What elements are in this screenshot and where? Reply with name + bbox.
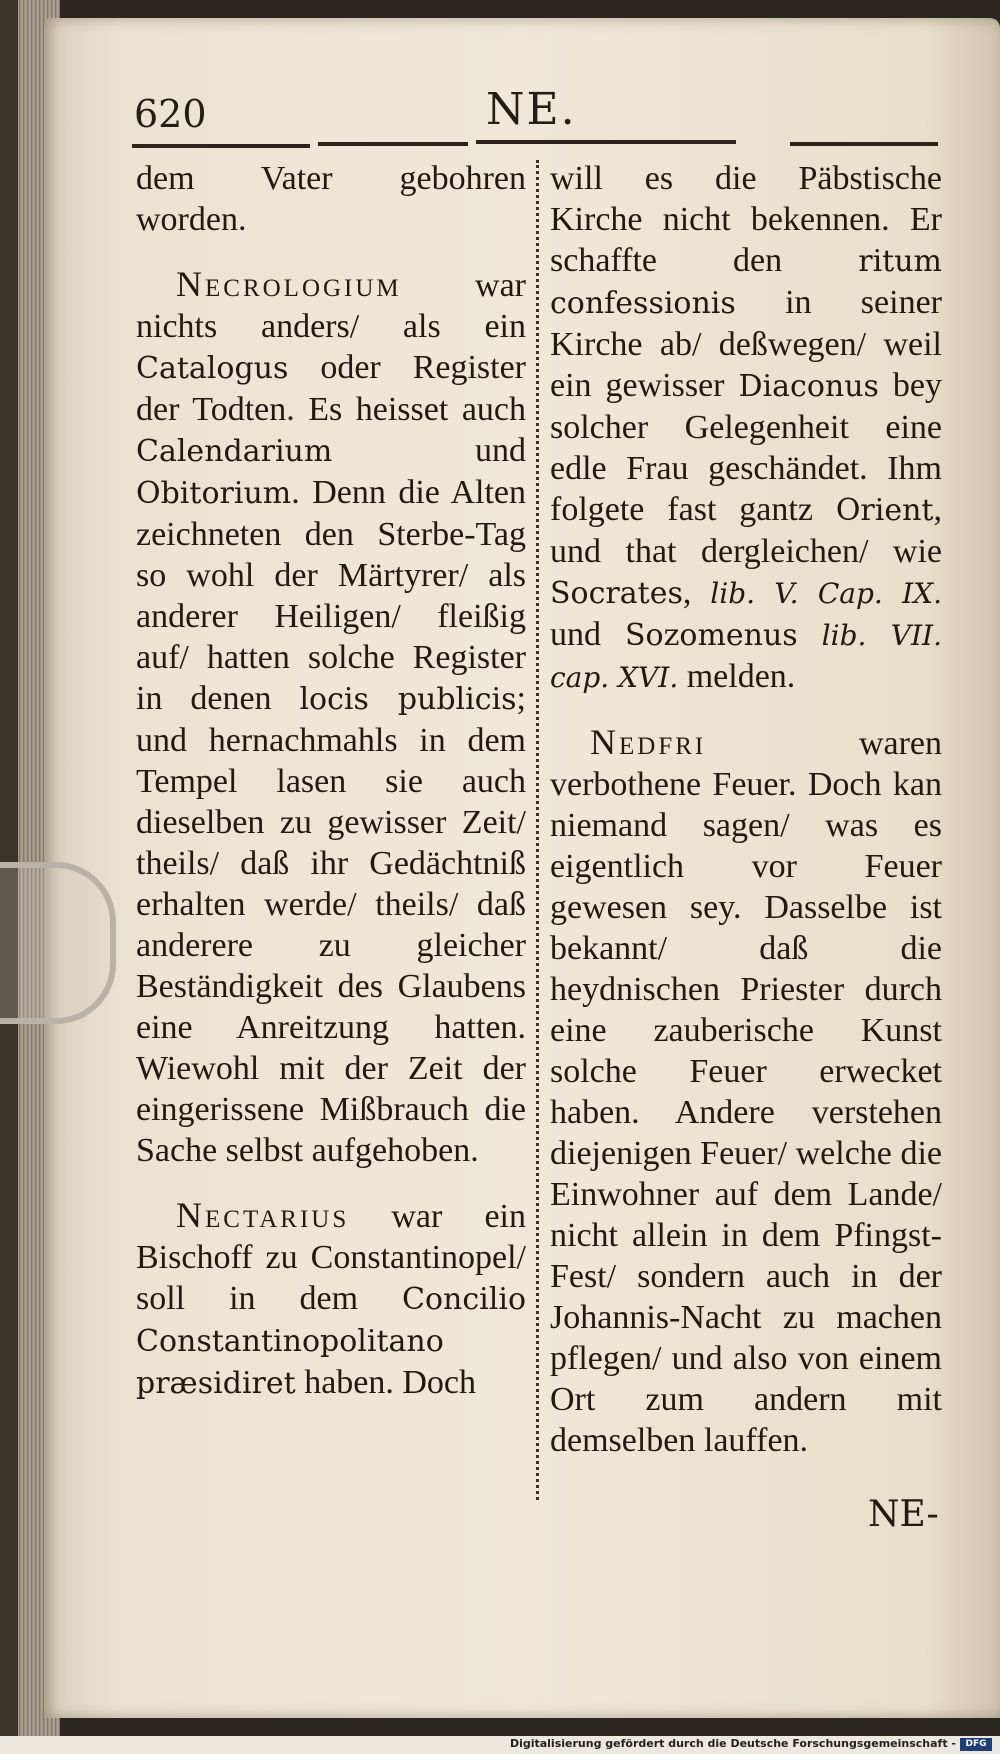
dfg-logo: DFG	[960, 1738, 992, 1751]
text-segment	[798, 616, 822, 653]
entry-text-segment: war ein Bischoff zu Constantinopel/ soll in dem	[136, 1198, 526, 1317]
page-number: 620	[134, 92, 207, 136]
text-segment: , und that dergleichen/ wie	[550, 491, 942, 570]
entry-text-segment: . Denn die Alten zeichneten den Sterbe-Tag so wohl der Märtyrer/ als anderer Heiligen/ fleißig auf/ hatten solche Register in denen	[136, 474, 526, 717]
entry-text-segment: Concilio Constantinopolitano præsidiret	[136, 1282, 526, 1401]
entry-text-segment: waren verbothene Feuer. Doch kan niemand sagen/ was es eigentlich vor Feuer gewesen sey. Dasselbe ist bekannt/ daß die heydnischen Priester durch eine zauberische Kunst solche Feuer erwecket haben. Andere verstehen diejenigen Feuer/ welche die Einwohner auf dem Lande/ nicht allein in dem Pfingst-Fest/ sondern auch in der Johannis-Nacht zu machen pflegen/ und also von einem Ort zum andern mit demselben lauffen.	[550, 725, 942, 1459]
entry-text-segment: war nichts anders/ als ein	[136, 267, 526, 345]
digitization-credit: Digitalisierung gefördert durch die Deutsche Forschungsgemeinschaft -	[509, 1737, 956, 1750]
left-continuation-text: dem Vater gebohren worden.	[136, 160, 526, 238]
text-segment: melden.	[678, 658, 796, 695]
text-segment: will es die Päbstische Kirche nicht bekennen. Er schaffte den	[550, 160, 942, 279]
text-segment: lib. V. Cap. IX.	[710, 577, 943, 610]
header-rule-center	[318, 142, 468, 146]
text-segment: bey solcher Gelegenheit eine edle Frau geschändet. Ihm folgete fast gantz	[550, 367, 942, 528]
right-continuation-text	[550, 158, 942, 698]
entry-headword: Nectarius	[176, 1195, 350, 1235]
running-head: NE.	[486, 84, 577, 135]
entry-headword: Necrologium	[176, 264, 402, 304]
column-divider	[536, 160, 539, 1500]
entry-nedfri	[550, 722, 942, 1461]
text-segment: Diaconus	[738, 369, 879, 404]
entry-nectarius	[136, 1195, 526, 1404]
text-segment: Orient	[835, 493, 934, 528]
entry-text-segment: ; und hernachmahls in dem Tempel lasen sie auch dieselben zu gewisser Zeit/ theils/ daß ihr Gedächtniß erhalten werde/ theils/ daß anderere zu gleicher Beständigkeit des Glaubens eine Anreitzung hatten. Wiewohl mit der Zeit der eingerissene Mißbrauch die Sache selbst aufgehoben.	[136, 680, 526, 1169]
header-rule-right	[790, 142, 938, 146]
page-clip	[0, 862, 116, 1024]
text-segment: ,	[682, 574, 711, 611]
entry-text-segment: Catalogus	[136, 351, 289, 386]
entry-text-segment: Calendarium	[136, 434, 333, 469]
text-segment: Sozomenus	[624, 618, 798, 653]
text-segment: in seiner Kirche ab/ deßwegen/ weil ein gewisser	[550, 284, 942, 404]
entry-text-segment: oder Register der Todten. Es heisset auch	[136, 349, 526, 428]
entry-text-segment: und	[332, 432, 526, 469]
entry-text-segment: locis publicis	[299, 682, 517, 717]
header-rule-left	[132, 144, 310, 148]
entry-necrologium	[136, 264, 526, 1171]
catchword: NE-	[868, 1494, 939, 1535]
text-segment: und	[550, 616, 625, 653]
text-segment: ritum confessionis	[550, 244, 942, 321]
left-column	[136, 158, 526, 1404]
entry-headword: Nedfri	[590, 722, 707, 762]
text-segment: Socrates	[550, 576, 683, 611]
entry-text-segment: Obitorium	[136, 476, 292, 511]
right-column	[550, 158, 942, 1461]
entry-text-segment: haben. Doch	[295, 1364, 477, 1401]
header-rule-mid	[476, 140, 736, 144]
text-segment: lib. VII. cap. XVI.	[550, 619, 943, 694]
